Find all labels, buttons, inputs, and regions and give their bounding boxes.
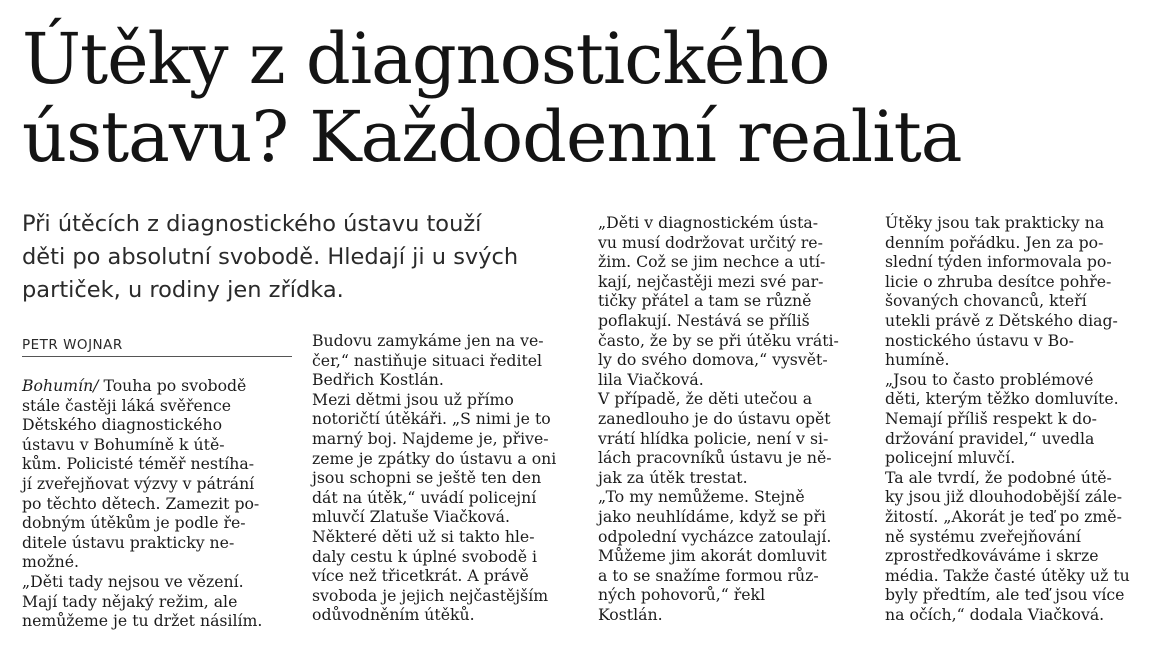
text-line: humíně. <box>885 350 950 370</box>
headline-line-2: ústavu? Každodenní realita <box>22 96 962 178</box>
text-line: ly do svého domova,“ vysvět- <box>598 350 828 370</box>
text-line: Kostlán. <box>598 604 663 624</box>
text-line: byly předtím, ale teď jsou více <box>885 585 1125 605</box>
text-line: daly cestu k úplné svobodě i <box>312 546 537 566</box>
text-line: utekli právě z Dětského diag- <box>885 310 1118 330</box>
text-line: „To my nemůžeme. Stejně <box>598 487 805 507</box>
text-line: jak za útěk trestat. <box>598 467 748 487</box>
text-line: „Děti tady nejsou ve vězení. <box>22 571 244 591</box>
text-line: poflakují. Nestává se příliš <box>598 310 810 330</box>
text-line: možné. <box>22 552 79 572</box>
text-line: Budovu zamykáme jen na ve- <box>312 331 544 350</box>
author-byline: PETR WOJNAR <box>22 337 292 357</box>
text-line: Některé děti už si takto hle- <box>312 526 535 546</box>
article-column-4 <box>885 213 1155 624</box>
text-line: licie o zhruba desítce pohře- <box>885 271 1112 291</box>
text-line: stále častěji láká svěřence <box>22 395 232 415</box>
text-line: slední týden informovala po- <box>885 252 1112 272</box>
lead-line: partiček, u rodiny jen zřídka. <box>22 277 344 303</box>
text-line: děti, kterým těžko domluvíte. <box>885 389 1119 409</box>
text-line: vrátí hlídka policie, není v si- <box>598 428 829 448</box>
text-line: „Jsou to často problémové <box>885 369 1094 389</box>
text-line: ky jsou již dlouhodobější zále- <box>885 487 1123 507</box>
text-line: odpolední vycházce zatoulají. <box>598 526 832 546</box>
text-line: Dětského diagnostického <box>22 415 223 435</box>
text-line: jí zveřejňovat výzvy v pátrání <box>22 473 255 493</box>
text-line: dát na útěk,“ uvádí policejní <box>312 487 537 507</box>
dateline-place: Bohumín/ <box>22 376 99 395</box>
text-line: zeme je zpátky do ústavu a oni <box>312 448 557 468</box>
text-line: V případě, že děti utečou a <box>598 389 813 409</box>
text-line: více než třicetkrát. A právě <box>312 566 529 586</box>
text-line: a to se snažíme formou růz- <box>598 565 819 585</box>
text-line: nemůžeme je tu držet násilím. <box>22 611 263 631</box>
lead-line: Při útěcích z diagnostického ústavu touží <box>22 211 482 237</box>
text-line: notoričtí útěkáři. „S nimi je to <box>312 409 551 429</box>
article-lead <box>22 208 592 307</box>
text-line: Nemají příliš respekt k do- <box>885 408 1097 428</box>
text-line: ných pohovorů,“ řekl <box>598 585 766 605</box>
text-line: lila Viačková. <box>598 369 704 389</box>
text-line: ditele ústavu prakticky ne- <box>22 532 235 552</box>
text-line: na očích,“ dodala Viačková. <box>885 604 1105 624</box>
text-line: vu musí dodržovat určitý re- <box>598 232 823 252</box>
text-line: média. Takže časté útěky už tu <box>885 565 1130 585</box>
text-line: ústavu v Bohumíně k útě- <box>22 434 225 454</box>
text-line: jako neuhlídáme, když se při <box>598 506 826 526</box>
text-line: Můžeme jim akorát domluvit <box>598 546 827 566</box>
text-line: Útěky jsou tak prakticky na <box>885 213 1105 232</box>
article-headline <box>22 20 1142 176</box>
text-line: mluvčí Zlatuše Viačková. <box>312 507 511 527</box>
text-line: policejní mluvčí. <box>885 448 1016 468</box>
text-line: Bedřich Kostlán. <box>312 370 444 390</box>
text-line: nostického ústavu v Bo- <box>885 330 1074 350</box>
text-line: denním pořádku. Jen za po- <box>885 232 1104 252</box>
text-line: šovaných chovanců, kteří <box>885 291 1087 311</box>
text-line: čer,“ nastiňuje situaci ředitel <box>312 350 543 370</box>
article-column-3 <box>598 213 866 624</box>
text-line: odůvodněním útěků. <box>312 605 475 625</box>
headline-line-1: Útěky z diagnostického <box>22 18 830 100</box>
text-line: tičky přátel a tam se různě <box>598 291 812 311</box>
text-line: Mezi dětmi jsou už přímo <box>312 389 514 409</box>
text-line: jsou schopni se ještě ten den <box>312 468 542 488</box>
text-line: marný boj. Najdeme je, přive- <box>312 428 549 448</box>
text-line: ně systému zveřejňování <box>885 526 1081 546</box>
text-line: „Děti v diagnostickém ústa- <box>598 213 819 232</box>
text-line: zanedlouho je do ústavu opět <box>598 408 831 428</box>
text-line: kají, nejčastěji mezi své par- <box>598 271 824 291</box>
text-line: žitostí. „Akorát je teď po změ- <box>885 506 1122 526</box>
text-line: zprostředkováváme i skrze <box>885 546 1099 566</box>
text-line: Mají tady nějaký režim, ale <box>22 591 238 611</box>
text-line: dobným útěkům je podle ře- <box>22 513 246 533</box>
text-line: po těchto dětech. Zamezit po- <box>22 493 260 513</box>
text-line: lách pracovníků ústavu je ně- <box>598 448 832 468</box>
article-column-2 <box>312 331 582 625</box>
text-line: svoboda je jejich nejčastějším <box>312 585 549 605</box>
text-line: držování pravidel,“ uvedla <box>885 428 1095 448</box>
text-line: žim. Což se jim nechce a utí- <box>598 252 826 272</box>
text-line: často, že by se při útěku vráti- <box>598 330 839 350</box>
article-column-1 <box>22 376 294 631</box>
text-line: Ta ale tvrdí, že podobné útě- <box>885 467 1112 487</box>
dateline-text: Touha po svobodě <box>98 376 247 395</box>
lead-line: děti po absolutní svobodě. Hledají ji u svých <box>22 244 519 270</box>
text-line <box>22 376 294 396</box>
text-line: kům. Policisté téměř nestíha- <box>22 454 255 474</box>
